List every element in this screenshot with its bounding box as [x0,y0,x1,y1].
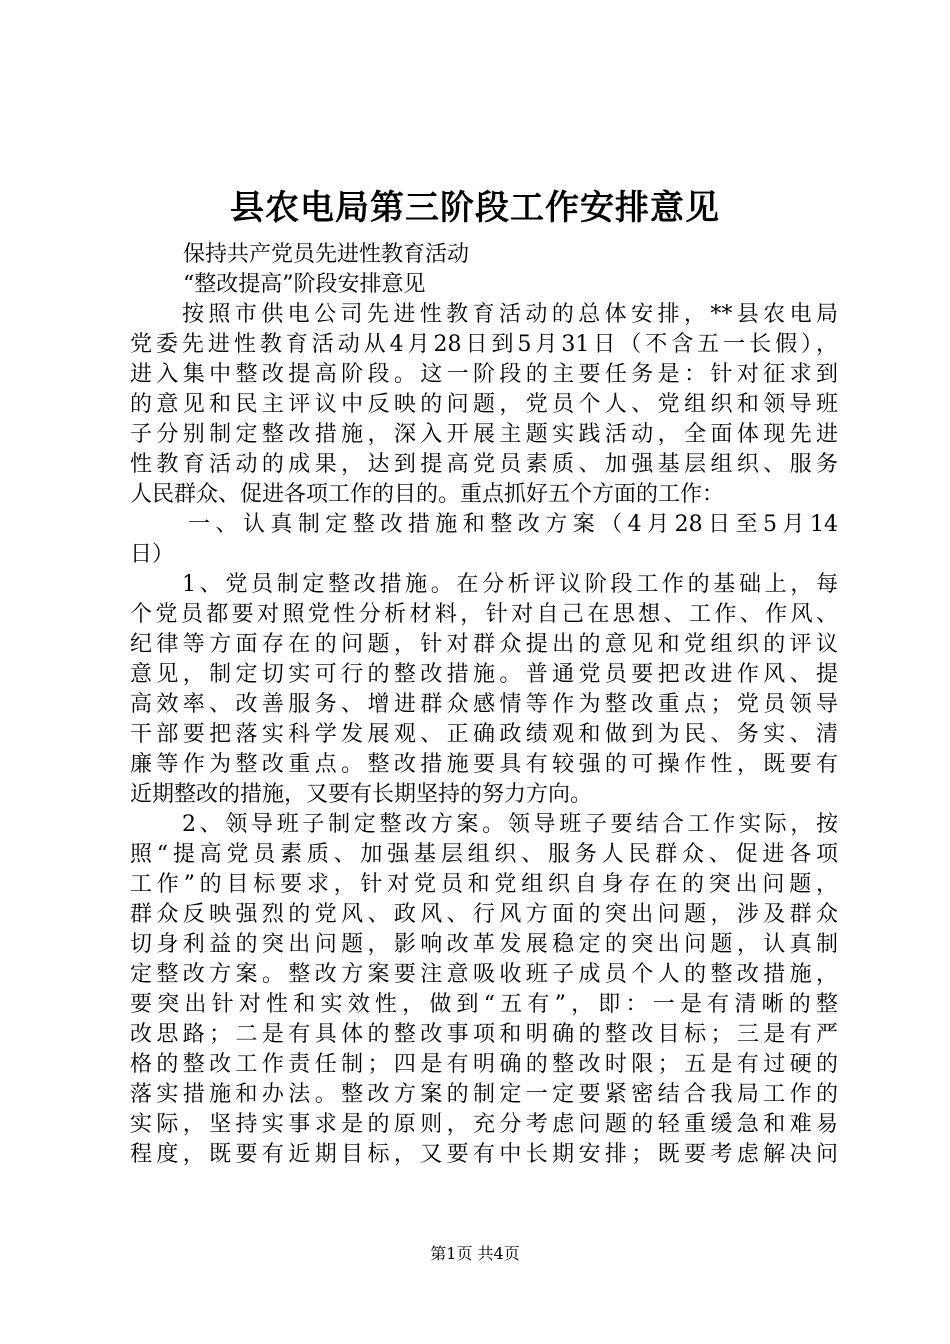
body-line: 工作”的目标要求，针对党员和党组织自身存在的突出问题， [130,872,838,897]
body-line: 的意见和民主评议中反映的问题，党员个人、党组织和领导班 [130,392,838,417]
body-line: 要突出针对性和实效性，做到“五有”，即：一是有清晰的整 [130,992,838,1017]
body-line: 2、领导班子制定整改方案。领导班子要结合工作实际，按 [182,812,838,837]
body-line: 纪律等方面存在的问题，针对群众提出的意见和党组织的评议 [130,632,838,657]
subtitle-line-1: 保持共产党员先进性教育活动 [183,242,470,267]
body-line: 1、党员制定整改措施。在分析评议阶段工作的基础上，每 [182,572,838,597]
body-line: 格的整改工作责任制；四是有明确的整改时限；五是有过硬的 [130,1052,838,1077]
body-line: 性教育活动的成果，达到提高党员素质、加强基层组织、服务 [130,452,838,477]
body-line: 个党员都要对照党性分析材料，针对自己在思想、工作、作风、 [130,602,838,627]
body-line: 照“提高党员素质、加强基层组织、服务人民群众、促进各项 [130,842,838,867]
section-heading-line: 日） [130,542,175,567]
body-line: 群众反映强烈的党风、政风、行风方面的突出问题，涉及群众 [130,902,838,927]
body-line: 落实措施和办法。整改方案的制定一定要紧密结合我局工作的 [130,1082,838,1107]
body-line: 按照市供电公司先进性教育活动的总体安排，**县农电局 [182,302,838,327]
body-line: 改思路；二是有具体的整改事项和明确的整改目标；三是有严 [130,1022,838,1047]
body-line: 干部要把落实科学发展观、正确政绩观和做到为民、务实、清 [130,722,838,747]
subtitle-line-2: “整改提高”阶段安排意见 [183,272,426,297]
page-footer: 第1页 共4页 [430,1244,520,1263]
body-line: 程度，既要有近期目标，又要有中长期安排；既要考虑解决问 [130,1142,838,1167]
body-line: 廉等作为整改重点。整改措施要具有较强的可操作性，既要有 [130,752,838,777]
body-line: 高效率、改善服务、增进群众感情等作为整改重点；党员领导 [130,692,838,717]
body-line: 切身利益的突出问题，影响改革发展稳定的突出问题，认真制 [130,932,838,957]
body-line: 进入集中整改提高阶段。这一阶段的主要任务是：针对征求到 [130,362,838,387]
section-heading-line: 一、认真制定整改措施和整改方案（4月28日至5月14 [188,512,838,537]
body-line: 近期整改的措施，又要有长期坚持的努力方向。 [130,782,593,807]
body-line: 党委先进性教育活动从4月28日到5月31日（不含五一长假）， [130,332,838,357]
document-body [130,300,838,1170]
document-title: 县农电局第三阶段工作安排意见 [230,188,720,228]
body-line: 人民群众、促进各项工作的目的。重点抓好五个方面的工作： [130,482,725,507]
body-line: 定整改方案。整改方案要注意吸收班子成员个人的整改措施， [130,962,838,987]
body-line: 子分别制定整改措施，深入开展主题实践活动，全面体现先进 [130,422,838,447]
body-line: 意见，制定切实可行的整改措施。普通党员要把改进作风、提 [130,662,838,687]
body-line: 实际，坚持实事求是的原则，充分考虑问题的轻重缓急和难易 [130,1112,838,1137]
